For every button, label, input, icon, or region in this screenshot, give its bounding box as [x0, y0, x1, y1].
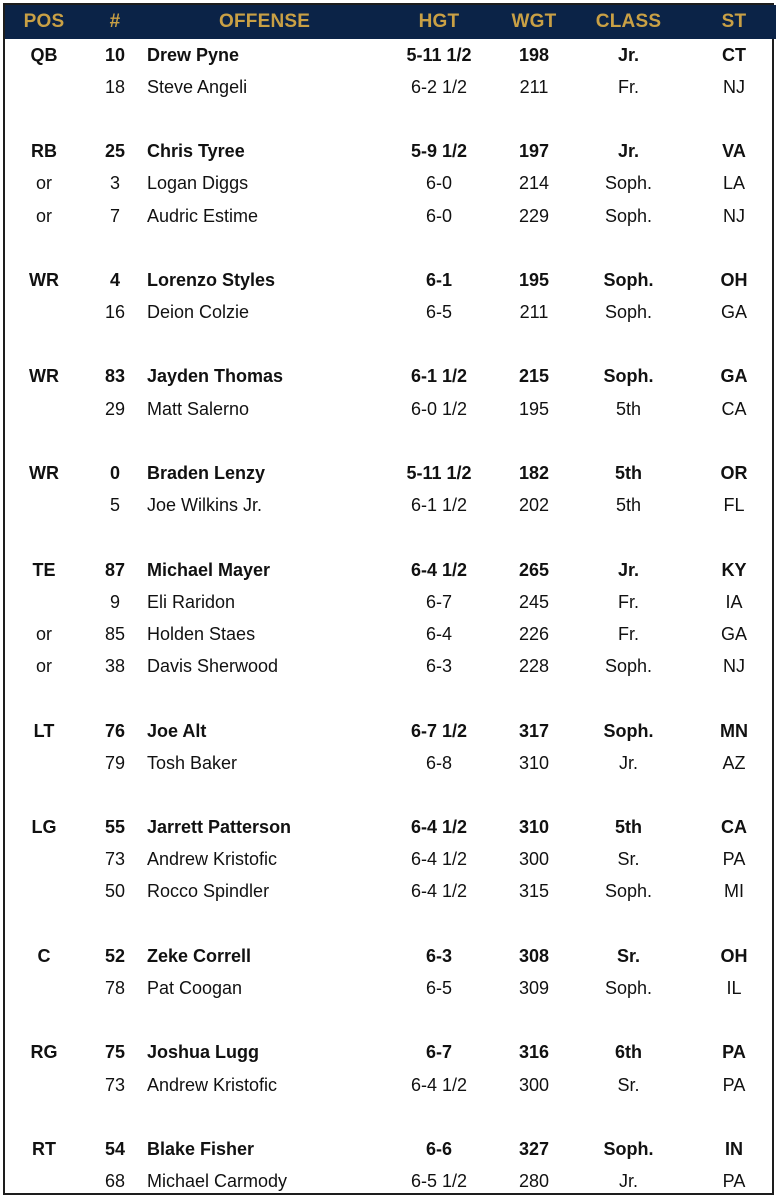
cell-class: Jr.	[617, 141, 640, 162]
starter-row	[5, 264, 776, 296]
cell-player-name: Michael Mayer	[147, 559, 271, 580]
starter-row	[5, 457, 776, 489]
cell-state: OR	[720, 463, 748, 484]
cell-position: WR	[29, 366, 59, 387]
header-class: CLASS	[595, 11, 662, 32]
spacer-cell	[5, 683, 776, 715]
starter-row	[5, 136, 776, 168]
cell-player-name: Pat Coogan	[147, 978, 243, 999]
cell-state: MI	[724, 881, 744, 902]
cell-height: 5-11 1/2	[406, 463, 472, 484]
cell-position: or	[35, 656, 52, 677]
cell-weight: 182	[518, 463, 550, 484]
cell-state: OH	[720, 269, 748, 290]
cell-class: Soph.	[603, 269, 654, 290]
backup-row	[5, 1069, 776, 1101]
cell-position	[5, 972, 83, 1004]
cell-jersey-number: 78	[104, 978, 126, 999]
backup-row	[5, 1166, 776, 1198]
header-row	[5, 5, 776, 39]
cell-position: WR	[29, 463, 59, 484]
cell-player-name: Joe Alt	[147, 720, 207, 741]
cell-state: CA	[721, 398, 747, 419]
cell-weight: 195	[518, 398, 550, 419]
cell-class: Sr.	[616, 945, 641, 966]
cell-height: 6-7	[425, 1042, 452, 1063]
cell-weight: 308	[518, 945, 550, 966]
cell-state: MN	[720, 720, 748, 741]
cell-player-name: Joe Wilkins Jr.	[147, 495, 263, 516]
group-spacer	[5, 1005, 776, 1037]
cell-height: 6-7 1/2	[410, 720, 468, 741]
cell-weight: 245	[518, 591, 550, 612]
cell-state: CT	[722, 44, 746, 65]
header-number: #	[109, 11, 121, 32]
cell-weight: 228	[518, 656, 550, 677]
cell-jersey-number: 87	[104, 559, 126, 580]
starter-row	[5, 361, 776, 393]
spacer-cell	[5, 425, 776, 457]
cell-height: 6-6	[425, 1138, 452, 1159]
cell-position: TE	[32, 559, 56, 580]
cell-weight: 317	[518, 720, 550, 741]
cell-position	[5, 586, 83, 618]
group-spacer	[5, 683, 776, 715]
cell-position: C	[37, 945, 51, 966]
cell-weight: 197	[518, 141, 550, 162]
spacer-cell	[5, 522, 776, 554]
group-spacer	[5, 425, 776, 457]
cell-jersey-number: 10	[104, 44, 126, 65]
cell-jersey-number: 52	[104, 945, 126, 966]
cell-jersey-number: 3	[109, 173, 120, 194]
cell-height: 6-4 1/2	[410, 817, 468, 838]
cell-jersey-number: 18	[104, 76, 126, 97]
cell-jersey-number: 16	[104, 302, 126, 323]
starter-row	[5, 940, 776, 972]
cell-jersey-number: 5	[109, 495, 120, 516]
cell-position	[5, 297, 83, 329]
backup-row	[5, 200, 776, 232]
cell-position	[5, 1166, 83, 1198]
cell-weight: 265	[518, 559, 550, 580]
backup-row	[5, 168, 776, 200]
cell-player-name: Michael Carmody	[147, 1171, 288, 1192]
cell-state: OH	[720, 945, 748, 966]
cell-position	[5, 71, 83, 103]
cell-weight: 211	[519, 76, 549, 97]
cell-weight: 309	[518, 978, 550, 999]
cell-state: FL	[723, 495, 745, 516]
cell-height: 6-1 1/2	[410, 495, 468, 516]
cell-position	[5, 747, 83, 779]
cell-position	[5, 490, 83, 522]
cell-class: Fr.	[618, 591, 639, 612]
cell-state: NJ	[723, 656, 745, 677]
cell-height: 6-4 1/2	[410, 881, 468, 902]
cell-state: IA	[725, 591, 743, 612]
cell-height: 6-2 1/2	[410, 76, 468, 97]
cell-player-name: Braden Lenzy	[147, 463, 266, 484]
cell-weight: 300	[518, 849, 550, 870]
cell-position	[5, 844, 83, 876]
group-spacer	[5, 908, 776, 940]
cell-height: 6-5	[425, 302, 452, 323]
backup-row	[5, 618, 776, 650]
group-spacer	[5, 779, 776, 811]
backup-row	[5, 651, 776, 683]
cell-jersey-number: 68	[104, 1171, 126, 1192]
backup-row	[5, 71, 776, 103]
cell-class: Jr.	[617, 44, 640, 65]
cell-class: 5th	[615, 495, 642, 516]
backup-row	[5, 844, 776, 876]
header-state: ST	[721, 11, 747, 32]
cell-position	[5, 1069, 83, 1101]
cell-player-name: Blake Fisher	[147, 1138, 255, 1159]
cell-position	[5, 393, 83, 425]
header-height: HGT	[418, 11, 460, 32]
cell-state: PA	[722, 1042, 746, 1063]
cell-player-name: Eli Raridon	[147, 591, 236, 612]
cell-jersey-number: 79	[104, 752, 126, 773]
cell-height: 5-11 1/2	[406, 44, 472, 65]
cell-height: 6-4 1/2	[410, 559, 468, 580]
cell-weight: 198	[518, 44, 550, 65]
cell-class: Soph.	[603, 366, 654, 387]
cell-class: 5th	[615, 398, 642, 419]
cell-height: 6-4 1/2	[410, 1074, 468, 1095]
cell-position: RG	[30, 1042, 58, 1063]
cell-height: 6-1	[425, 269, 452, 290]
cell-weight: 280	[518, 1171, 550, 1192]
cell-player-name: Drew Pyne	[147, 44, 240, 65]
cell-height: 6-8	[425, 752, 452, 773]
cell-height: 6-3	[425, 945, 452, 966]
spacer-cell	[5, 329, 776, 361]
cell-weight: 327	[518, 1138, 550, 1159]
cell-class: Soph.	[604, 881, 653, 902]
cell-player-name: Lorenzo Styles	[147, 269, 276, 290]
cell-position: or	[35, 623, 52, 644]
cell-state: VA	[722, 141, 746, 162]
cell-class: Soph.	[604, 173, 653, 194]
cell-player-name: Tosh Baker	[147, 752, 238, 773]
spacer-cell	[5, 908, 776, 940]
cell-height: 6-5	[425, 978, 452, 999]
starter-row	[5, 812, 776, 844]
cell-weight: 310	[518, 752, 550, 773]
table-header	[5, 5, 776, 39]
spacer-cell	[5, 232, 776, 264]
cell-jersey-number: 0	[109, 463, 120, 484]
cell-state: GA	[720, 302, 747, 323]
cell-class: Jr.	[618, 752, 638, 773]
cell-jersey-number: 9	[109, 591, 120, 612]
backup-row	[5, 490, 776, 522]
cell-player-name: Chris Tyree	[147, 141, 245, 162]
cell-weight: 300	[518, 1074, 550, 1095]
cell-state: AZ	[722, 752, 746, 773]
cell-jersey-number: 29	[104, 398, 126, 419]
cell-height: 6-4	[425, 623, 452, 644]
group-spacer	[5, 522, 776, 554]
cell-position: QB	[30, 44, 58, 65]
cell-position	[5, 876, 83, 908]
cell-class: Soph.	[604, 302, 653, 323]
starter-row	[5, 1133, 776, 1165]
cell-class: 5th	[615, 817, 642, 838]
starter-row	[5, 39, 776, 71]
cell-class: 5th	[615, 463, 642, 484]
cell-player-name: Holden Staes	[147, 623, 256, 644]
cell-height: 6-1 1/2	[410, 366, 468, 387]
starter-row	[5, 715, 776, 747]
cell-class: Jr.	[617, 559, 640, 580]
spacer-cell	[5, 103, 776, 135]
cell-state: IL	[726, 978, 742, 999]
cell-jersey-number: 7	[109, 205, 120, 226]
cell-position: or	[35, 173, 52, 194]
header-weight: WGT	[511, 11, 557, 32]
cell-player-name: Zeke Correll	[147, 945, 252, 966]
cell-class: Soph.	[603, 720, 654, 741]
cell-jersey-number: 73	[104, 849, 126, 870]
cell-weight: 310	[518, 817, 550, 838]
backup-row	[5, 972, 776, 1004]
header-pos: POS	[23, 11, 65, 32]
group-spacer	[5, 1101, 776, 1133]
cell-jersey-number: 38	[104, 656, 126, 677]
cell-jersey-number: 50	[104, 881, 126, 902]
cell-player-name: Jarrett Patterson	[147, 817, 292, 838]
cell-height: 6-3	[425, 656, 452, 677]
cell-position: RT	[32, 1138, 56, 1159]
cell-class: Sr.	[617, 1074, 640, 1095]
cell-weight: 211	[519, 302, 549, 323]
cell-position: LG	[31, 817, 57, 838]
cell-weight: 226	[518, 623, 550, 644]
cell-weight: 202	[518, 495, 550, 516]
cell-class: Fr.	[618, 623, 639, 644]
cell-player-name: Joshua Lugg	[147, 1042, 259, 1063]
cell-state: PA	[722, 1074, 746, 1095]
cell-jersey-number: 76	[104, 720, 126, 741]
cell-player-name: Steve Angeli	[147, 76, 248, 97]
cell-position: WR	[29, 269, 59, 290]
cell-state: PA	[722, 1171, 746, 1192]
cell-player-name: Matt Salerno	[147, 398, 250, 419]
cell-height: 6-0	[425, 173, 452, 194]
cell-height: 6-0	[425, 205, 452, 226]
cell-jersey-number: 75	[104, 1042, 126, 1063]
cell-state: CA	[721, 817, 747, 838]
header-offense: OFFENSE	[219, 11, 311, 32]
cell-class: Soph.	[604, 978, 653, 999]
cell-height: 6-5 1/2	[410, 1171, 468, 1192]
cell-jersey-number: 83	[104, 366, 126, 387]
backup-row	[5, 876, 776, 908]
cell-weight: 195	[518, 269, 550, 290]
cell-state: IN	[725, 1138, 743, 1159]
backup-row	[5, 297, 776, 329]
starter-row	[5, 1037, 776, 1069]
cell-height: 6-7	[425, 591, 452, 612]
spacer-cell	[5, 779, 776, 811]
cell-class: Jr.	[618, 1171, 638, 1192]
cell-state: KY	[721, 559, 747, 580]
cell-jersey-number: 73	[104, 1074, 126, 1095]
cell-player-name: Deion Colzie	[147, 302, 250, 323]
cell-weight: 229	[518, 205, 550, 226]
cell-position: LT	[33, 720, 55, 741]
backup-row	[5, 393, 776, 425]
cell-jersey-number: 85	[104, 623, 126, 644]
cell-position: or	[35, 205, 52, 226]
starter-row	[5, 554, 776, 586]
backup-row	[5, 747, 776, 779]
cell-state: NJ	[723, 76, 745, 97]
cell-player-name: Davis Sherwood	[147, 656, 279, 677]
cell-state: NJ	[723, 205, 745, 226]
cell-weight: 315	[518, 881, 550, 902]
cell-player-name: Andrew Kristofic	[147, 849, 278, 870]
cell-player-name: Jayden Thomas	[147, 366, 284, 387]
spacer-cell	[5, 1005, 776, 1037]
cell-class: Soph.	[603, 1138, 654, 1159]
group-spacer	[5, 232, 776, 264]
cell-class: Sr.	[617, 849, 640, 870]
spacer-cell	[5, 1101, 776, 1133]
cell-class: Fr.	[618, 76, 639, 97]
cell-jersey-number: 4	[109, 269, 120, 290]
cell-class: Soph.	[604, 205, 653, 226]
cell-player-name: Rocco Spindler	[147, 881, 270, 902]
cell-height: 6-0 1/2	[410, 398, 468, 419]
cell-class: Soph.	[604, 656, 653, 677]
depth-chart-table	[5, 5, 776, 1198]
cell-player-name: Logan Diggs	[147, 173, 249, 194]
cell-state: GA	[720, 366, 748, 387]
cell-jersey-number: 55	[104, 817, 126, 838]
cell-position: RB	[31, 141, 57, 162]
cell-state: LA	[722, 173, 746, 194]
cell-weight: 215	[518, 366, 550, 387]
cell-weight: 214	[518, 173, 550, 194]
group-spacer	[5, 329, 776, 361]
depth-chart-frame	[3, 3, 774, 1195]
group-spacer	[5, 103, 776, 135]
cell-player-name: Audric Estime	[147, 205, 259, 226]
cell-jersey-number: 54	[104, 1138, 126, 1159]
cell-state: PA	[722, 849, 746, 870]
cell-height: 6-4 1/2	[410, 849, 468, 870]
cell-player-name: Andrew Kristofic	[147, 1074, 278, 1095]
backup-row	[5, 586, 776, 618]
cell-weight: 316	[518, 1042, 550, 1063]
cell-class: 6th	[615, 1042, 642, 1063]
table-body	[5, 39, 776, 1198]
cell-jersey-number: 25	[104, 141, 126, 162]
cell-height: 5-9 1/2	[410, 141, 468, 162]
cell-state: GA	[720, 623, 747, 644]
